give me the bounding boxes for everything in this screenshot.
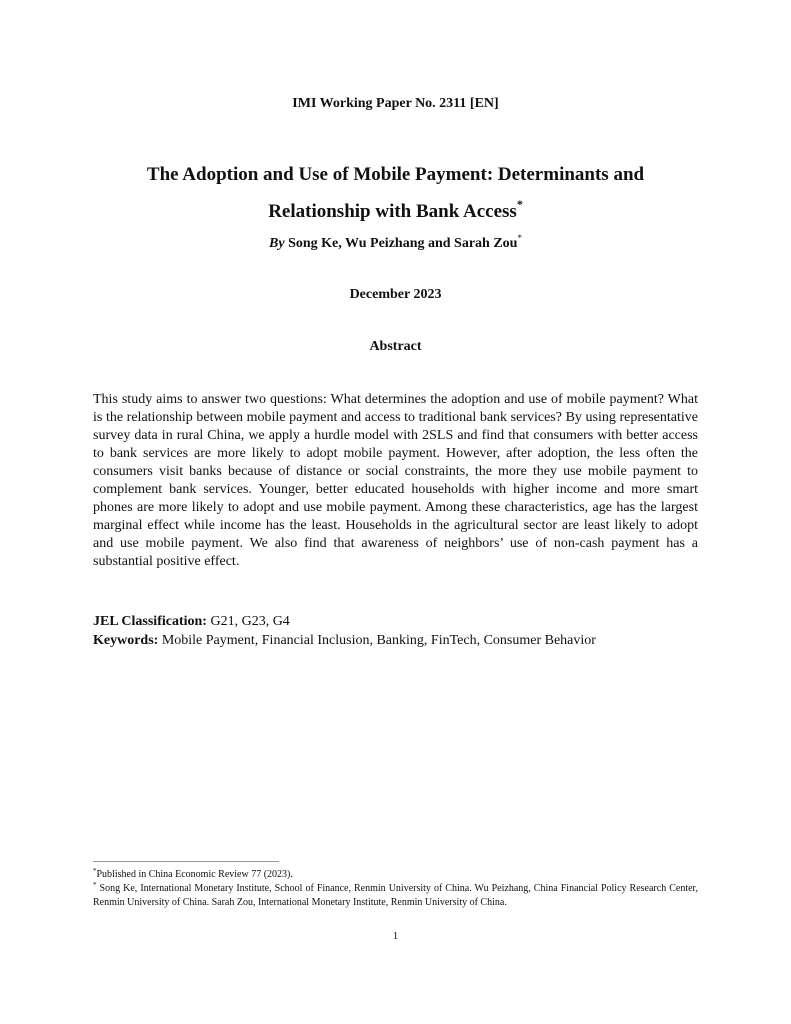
jel-label: JEL Classification: [93,614,207,629]
keywords [93,631,698,650]
jel-classification [93,612,698,631]
footnote-2-marker: * [93,881,97,889]
publication-date: December 2023 [349,287,442,302]
jel-value: G21, G23, G4 [210,614,290,629]
title-footnote-marker[interactable]: * [516,197,523,211]
page-number: 1 [392,930,399,942]
keywords-label: Keywords: [93,633,159,648]
footnote-2 [93,882,698,910]
author-names: Song Ke, Wu Peizhang and Sarah Zou [288,236,518,251]
keywords-value: Mobile Payment, Financial Inclusion, Banking, FinTech, Consumer Behavior [161,633,596,648]
working-paper-series: IMI Working Paper No. 2311 [EN] [292,96,499,111]
footnote-2-text: Song Ke, International Monetary Institute, School of Finance, Renmin University of China. Wu Peizhang, China Financial Policy Research Center, Renmin University of China. Sarah Zou, International Monetary Institute, Renmin University of China. [93,883,698,908]
footnote-divider [93,861,279,862]
author-line [0,233,791,252]
author-footnote-marker[interactable]: * [517,233,522,243]
title-line-1: The Adoption and Use of Mobile Payment: Determinants and [146,164,645,185]
paper-title [0,156,791,230]
footnote-1 [93,868,698,882]
abstract-heading: Abstract [369,339,422,354]
abstract-body: This study aims to answer two questions: What determines the adoption and use of mobile payment? What is the relationship between mobile payment and access to traditional bank services? By using representative survey data in rural China, we apply a hurdle model with 2SLS and find that consumers with better access to bank services are more likely to adopt mobile payment. However, after adoption, the less often the consumers visit banks because of distance or social constraints, the more they use mobile payment to complement bank services. Younger, better educated households with higher income and more smart phones are more likely to adopt and use mobile payment. Among these characteristics, age has the largest marginal effect while income has the least. Households in the agricultural sector are least likely to adopt and use mobile payment. We also find that awareness of neighbors’ use of non-cash payment has a substantial positive effect. [93,392,698,569]
by-label: By [269,236,285,251]
footnotes [93,868,698,910]
title-line-2 [0,193,791,230]
title-line-2-text: Relationship with Bank Access [268,201,517,222]
footnote-1-text: Published in China Economic Review 77 (2023). [96,869,293,880]
classification-block [93,612,698,650]
footnote-1-marker: * [93,867,97,875]
